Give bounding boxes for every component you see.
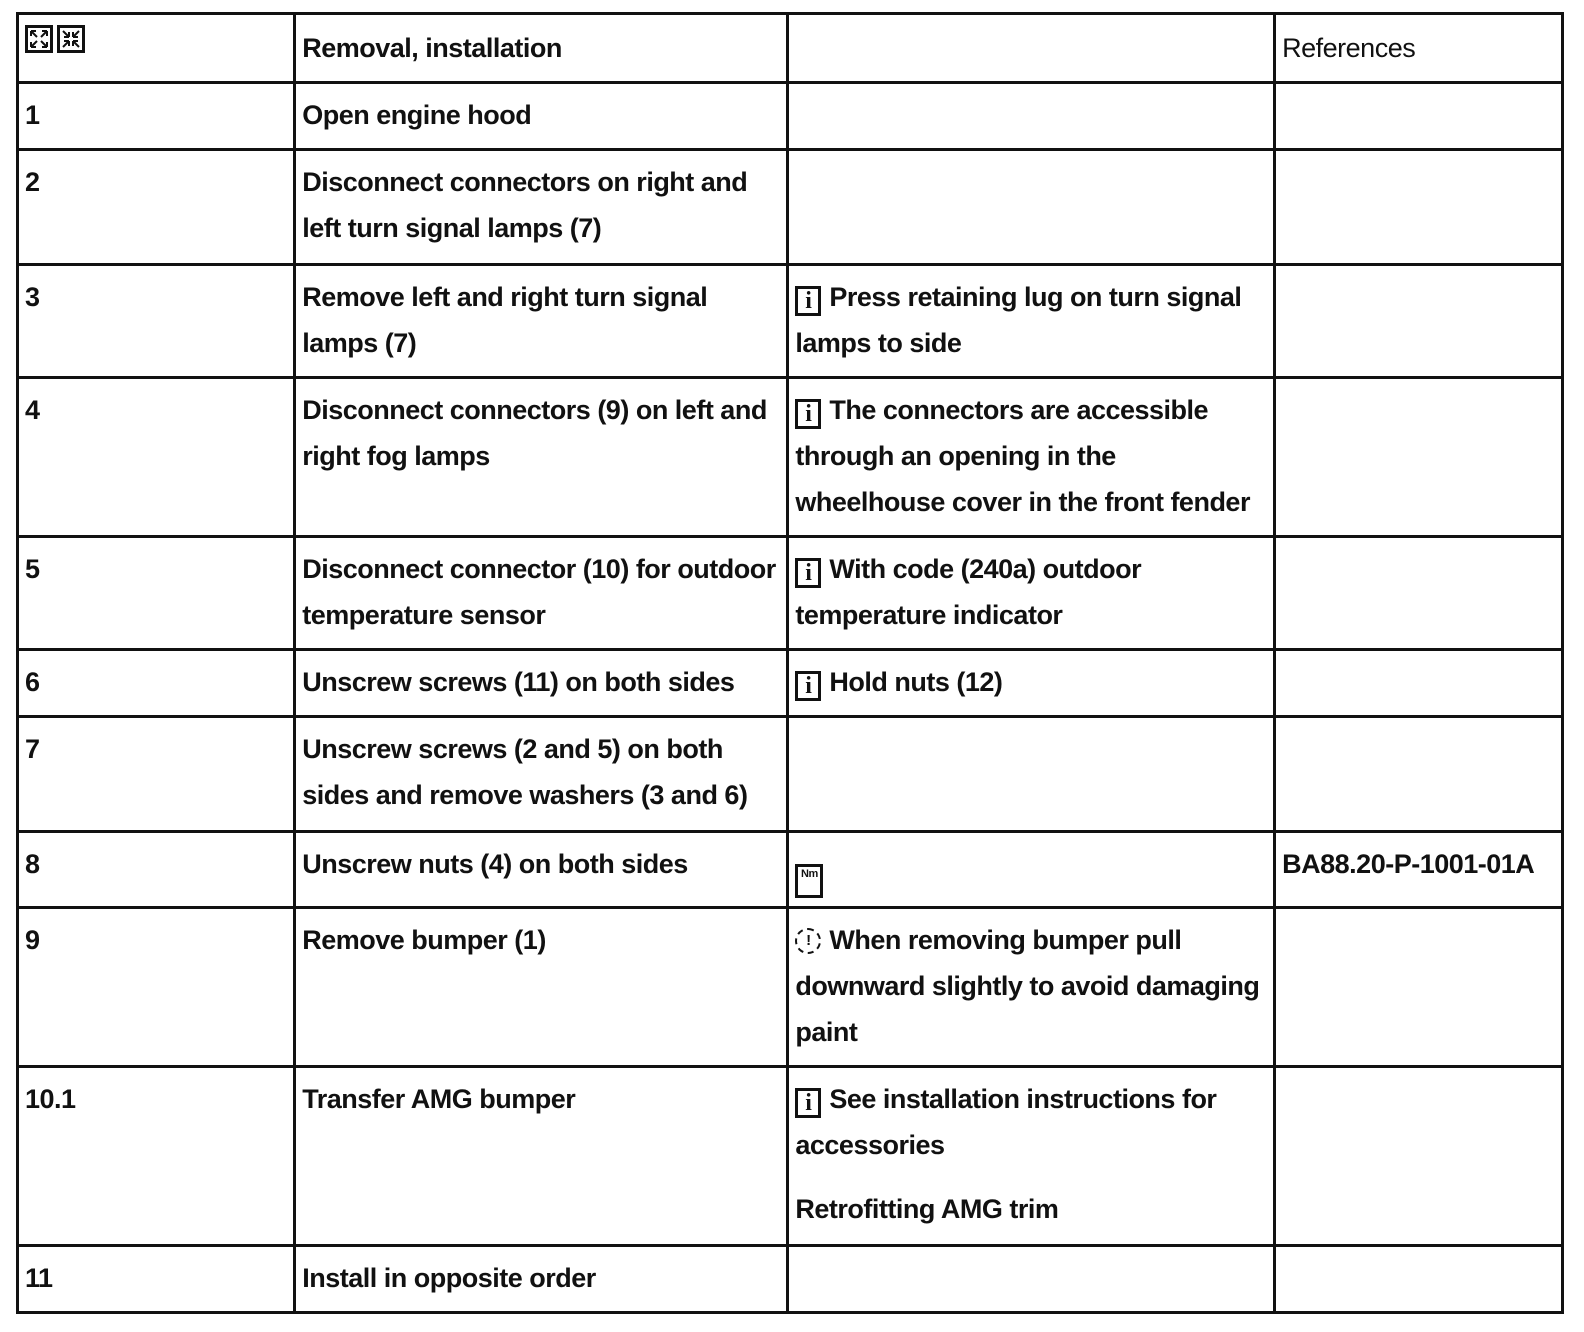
step-action: Remove bumper (1) bbox=[295, 908, 788, 1067]
step-action: Transfer AMG bumper bbox=[295, 1067, 788, 1246]
table-row bbox=[18, 1067, 1563, 1246]
table-row bbox=[18, 83, 1563, 150]
step-reference bbox=[1275, 83, 1563, 150]
step-number: 2 bbox=[18, 150, 295, 265]
step-note bbox=[788, 717, 1275, 832]
step-reference bbox=[1275, 537, 1563, 650]
step-reference bbox=[1275, 150, 1563, 265]
step-number: 10.1 bbox=[18, 1067, 295, 1246]
step-action: Remove left and right turn signal lamps (7) bbox=[295, 265, 788, 378]
step-reference bbox=[1275, 650, 1563, 717]
step-number: 4 bbox=[18, 378, 295, 537]
step-note bbox=[788, 832, 1275, 908]
step-action: Disconnect connectors (9) on left and right fog lamps bbox=[295, 378, 788, 537]
step-action: Install in opposite order bbox=[295, 1246, 788, 1313]
step-number: 5 bbox=[18, 537, 295, 650]
step-action: Unscrew nuts (4) on both sides bbox=[295, 832, 788, 908]
table-row bbox=[18, 1246, 1563, 1313]
step-note bbox=[788, 1067, 1275, 1246]
table-row bbox=[18, 650, 1563, 717]
step-note bbox=[788, 83, 1275, 150]
note-link-text[interactable]: Retrofitting AMG trim bbox=[795, 1194, 1059, 1224]
step-reference bbox=[1275, 1246, 1563, 1313]
expand-arrows-icon bbox=[25, 25, 53, 53]
step-note bbox=[788, 265, 1275, 378]
info-icon: i bbox=[795, 671, 821, 701]
step-action: Disconnect connector (10) for outdoor temperature sensor bbox=[295, 537, 788, 650]
table-row bbox=[18, 150, 1563, 265]
table-row bbox=[18, 832, 1563, 908]
step-number: 6 bbox=[18, 650, 295, 717]
note-text: With code (240a) outdoor temperature indicator bbox=[795, 554, 1142, 630]
table-row bbox=[18, 537, 1563, 650]
info-icon: i bbox=[795, 1088, 821, 1118]
table-header-row bbox=[18, 14, 1563, 83]
step-note bbox=[788, 378, 1275, 537]
info-icon: i bbox=[795, 286, 821, 316]
table-row bbox=[18, 908, 1563, 1067]
step-note bbox=[788, 908, 1275, 1067]
step-note bbox=[788, 537, 1275, 650]
step-action: Open engine hood bbox=[295, 83, 788, 150]
caution-icon: ! bbox=[795, 928, 821, 954]
step-note bbox=[788, 150, 1275, 265]
step-number: 1 bbox=[18, 83, 295, 150]
header-note bbox=[788, 14, 1275, 83]
step-number: 8 bbox=[18, 832, 295, 908]
note-text: See installation instructions for accessories bbox=[795, 1084, 1217, 1160]
note-text: The connectors are accessible through an opening in the wheelhouse cover in the front fender bbox=[795, 395, 1250, 517]
torque-nm-icon: Nm bbox=[795, 864, 823, 898]
step-note bbox=[788, 650, 1275, 717]
step-reference bbox=[1275, 908, 1563, 1067]
step-reference bbox=[1275, 265, 1563, 378]
note-text: When removing bumper pull downward slightly to avoid damaging paint bbox=[795, 925, 1260, 1047]
table-row bbox=[18, 717, 1563, 832]
step-action: Disconnect connectors on right and left turn signal lamps (7) bbox=[295, 150, 788, 265]
note-text: Press retaining lug on turn signal lamps to side bbox=[795, 282, 1242, 358]
step-reference bbox=[1275, 378, 1563, 537]
procedure-table bbox=[16, 12, 1564, 1314]
info-icon: i bbox=[795, 558, 821, 588]
info-icon: i bbox=[795, 399, 821, 429]
table-row bbox=[18, 378, 1563, 537]
note-text: Hold nuts (12) bbox=[829, 667, 1003, 697]
step-number: 7 bbox=[18, 717, 295, 832]
header-references: References bbox=[1275, 14, 1563, 83]
step-action: Unscrew screws (2 and 5) on both sides and remove washers (3 and 6) bbox=[295, 717, 788, 832]
header-action: Removal, installation bbox=[295, 14, 788, 83]
step-reference bbox=[1275, 717, 1563, 832]
table-row bbox=[18, 265, 1563, 378]
collapse-arrows-icon bbox=[57, 25, 85, 53]
procedure-sheet bbox=[16, 12, 1564, 1314]
step-reference[interactable]: BA88.20-P-1001-01A bbox=[1275, 832, 1563, 908]
header-icons-cell bbox=[18, 14, 295, 83]
step-note bbox=[788, 1246, 1275, 1313]
step-number: 11 bbox=[18, 1246, 295, 1313]
step-action: Unscrew screws (11) on both sides bbox=[295, 650, 788, 717]
step-number: 3 bbox=[18, 265, 295, 378]
step-reference bbox=[1275, 1067, 1563, 1246]
step-number: 9 bbox=[18, 908, 295, 1067]
